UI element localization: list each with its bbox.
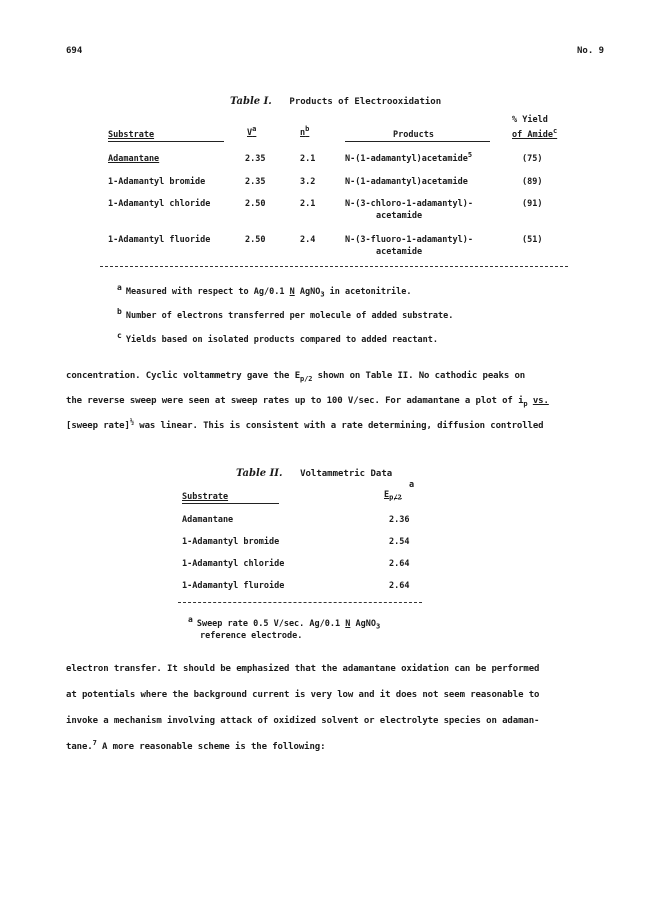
table1-cell-product: N-(3-fluoro-1-adamantyl)- xyxy=(345,235,473,245)
para2-line1: electron transfer. It should be emphasized that the adamantane oxidation can be performed xyxy=(66,664,540,674)
footnote-text: Measured with respect to Ag/0.1 xyxy=(125,286,290,297)
para2-line4 xyxy=(66,739,326,752)
para2-line4-b: A more reasonable scheme is the following: xyxy=(96,742,326,752)
table1-cell-yield: (51) xyxy=(522,235,543,245)
table1-cell-v: 2.35 xyxy=(245,154,266,164)
footnote-normality: N xyxy=(345,618,351,629)
table1-label: Table I. xyxy=(230,96,272,107)
table1-cell-product-line2: acetamide xyxy=(376,247,423,257)
table1-substrate-underline xyxy=(108,141,224,142)
footnote-text: Sweep rate 0.5 V/sec. Ag/0.1 xyxy=(196,618,346,629)
table2-bottom-rule xyxy=(178,602,422,603)
para1-line2-vs: vs. xyxy=(532,396,549,406)
para1-line1 xyxy=(66,371,525,381)
page-number: 694 xyxy=(66,46,83,56)
footnote-text-post: AgNO xyxy=(350,618,376,629)
table2-cell-substrate: 1-Adamantyl fluroide xyxy=(182,581,285,591)
table1-cell-substrate: 1-Adamantyl bromide xyxy=(108,177,206,187)
table1-footnote-b xyxy=(117,307,453,321)
table1-cell-product: N-(1-adamantyl)acetamide xyxy=(345,177,468,187)
footnote-text: Yields based on isolated products compared to added reactant. xyxy=(125,334,438,345)
footnote-normality: N xyxy=(289,286,295,297)
table1-cell-product-text: N-(1-adamantyl)acetamide xyxy=(345,154,468,164)
table2-header-e xyxy=(384,490,402,500)
table1-cell-product: N-(3-chloro-1-adamantyl)- xyxy=(345,199,473,209)
para2-line4-a: tane. xyxy=(66,742,93,752)
para2-line4-sup: 7 xyxy=(92,739,97,747)
table1-header-n-sup: b xyxy=(305,125,310,134)
footnote-mark: a xyxy=(188,615,193,624)
table1-cell-substrate: 1-Adamantyl fluoride xyxy=(108,235,211,245)
para1-line2-a: the reverse sweep were seen at sweep rates up to 100 V/sec. For adamantane a plot of i xyxy=(66,396,524,406)
table1-header-v xyxy=(247,125,257,138)
para2-line3: invoke a mechanism involving attack of oxidized solvent or electrolyte species on adaman- xyxy=(66,716,540,726)
table1-header-n-letter: n xyxy=(300,128,306,138)
para1-line3-a: [sweep rate] xyxy=(66,421,130,431)
para1-line1-b: shown on Table II. No cathodic peaks on xyxy=(312,371,526,381)
table1-header-yield-sup: c xyxy=(552,127,558,136)
table2-label: Table II. xyxy=(236,468,283,479)
table1-cell-n: 3.2 xyxy=(300,177,316,187)
para1-line1-a: concentration. Cyclic voltammetry gave the E xyxy=(66,371,301,381)
table1-header-yield-line2-text xyxy=(512,127,558,140)
table2-cell-e: 2.64 xyxy=(389,581,410,591)
footnote-subscript: 3 xyxy=(320,290,325,299)
table1-cell-product xyxy=(345,151,473,164)
table1-header-yield-word: of Amide xyxy=(512,130,553,140)
footnote-mark: c xyxy=(117,331,122,340)
table1-cell-yield: (75) xyxy=(522,154,543,164)
table2-footnote-line2: reference electrode. xyxy=(200,631,303,641)
table2-cell-substrate: 1-Adamantyl bromide xyxy=(182,537,280,547)
table2-cell-e: 2.36 xyxy=(389,515,410,525)
table2-cell-e: 2.64 xyxy=(389,559,410,569)
table2-header-substrate-text: Substrate xyxy=(182,492,229,502)
para2-line2: at potentials where the background current is very low and it does not seem reasonable to xyxy=(66,690,540,700)
table2-cell-e: 2.54 xyxy=(389,537,410,547)
footnote-mark: b xyxy=(117,307,122,316)
para1-line2-sub: p xyxy=(523,399,528,408)
table1-cell-n: 2.4 xyxy=(300,235,316,245)
table1-cell-n: 2.1 xyxy=(300,154,316,164)
table1-cell-substrate: Adamantane xyxy=(108,154,160,164)
footnote-subscript: 3 xyxy=(375,622,381,631)
table1-header-n xyxy=(300,125,310,138)
table2-cell-substrate: Adamantane xyxy=(182,515,234,525)
table1-header-yield-line1: % Yield xyxy=(512,115,548,125)
para1-line3-b: was linear. This is consistent with a rate determining, diffusion controlled xyxy=(133,421,544,431)
table1-title xyxy=(230,89,441,108)
para1-line2 xyxy=(66,396,549,406)
para1-line3 xyxy=(66,418,544,431)
table1-bottom-rule xyxy=(100,266,568,267)
table1-header-v-sup: a xyxy=(252,125,257,134)
table2-header-e-text xyxy=(384,490,402,500)
table1-cell-yield: (91) xyxy=(522,199,543,209)
table2-header-substrate xyxy=(182,492,228,502)
table2-header-e-sup: a xyxy=(409,480,415,490)
table2-substrate-underline xyxy=(182,503,279,504)
para1-line1-sub: p/2 xyxy=(300,374,313,383)
footnote-text: Number of electrons transferred per molecule of added substrate. xyxy=(125,310,454,321)
issue-number: No. 9 xyxy=(577,46,605,56)
table1-header-v-letter: V xyxy=(247,128,253,138)
table2-header-e-letter: E xyxy=(384,490,390,500)
table1-header-substrate-text: Substrate xyxy=(108,130,155,140)
table1-header-yield-line2 xyxy=(512,127,558,140)
table1-cell-substrate: 1-Adamantyl chloride xyxy=(108,199,211,209)
table1-footnote-c xyxy=(117,331,438,345)
table1-cell-v: 2.50 xyxy=(245,199,266,209)
table1-caption: Products of Electrooxidation xyxy=(289,97,442,107)
table1-cell-yield: (89) xyxy=(522,177,543,187)
table1-products-underline xyxy=(345,141,490,142)
table1-header-n-text xyxy=(300,125,310,138)
table1-cell-product-sup: 5 xyxy=(467,151,473,160)
table1-footnote-a xyxy=(117,283,412,297)
table1-header-products: Products xyxy=(393,130,434,140)
table1-header-substrate xyxy=(108,130,154,140)
para1-line3-sup: ½ xyxy=(129,418,134,426)
footnote-text-post: AgNO xyxy=(294,286,321,297)
table1-cell-v: 2.50 xyxy=(245,235,266,245)
footnote-mark: a xyxy=(117,283,122,292)
table2-cell-substrate: 1-Adamantyl chloride xyxy=(182,559,285,569)
footnote-text-end: in acetonitrile. xyxy=(324,286,412,297)
table1-cell-n: 2.1 xyxy=(300,199,316,209)
table2-footnote xyxy=(188,615,380,629)
table1-cell-v: 2.35 xyxy=(245,177,266,187)
table1-cell-product-line2: acetamide xyxy=(376,211,423,221)
table2-header-e-sub: p/2 xyxy=(389,493,402,502)
table2-caption: Voltammetric Data xyxy=(300,469,393,479)
table2-title xyxy=(236,461,392,480)
table1-header-v-text xyxy=(247,125,257,138)
